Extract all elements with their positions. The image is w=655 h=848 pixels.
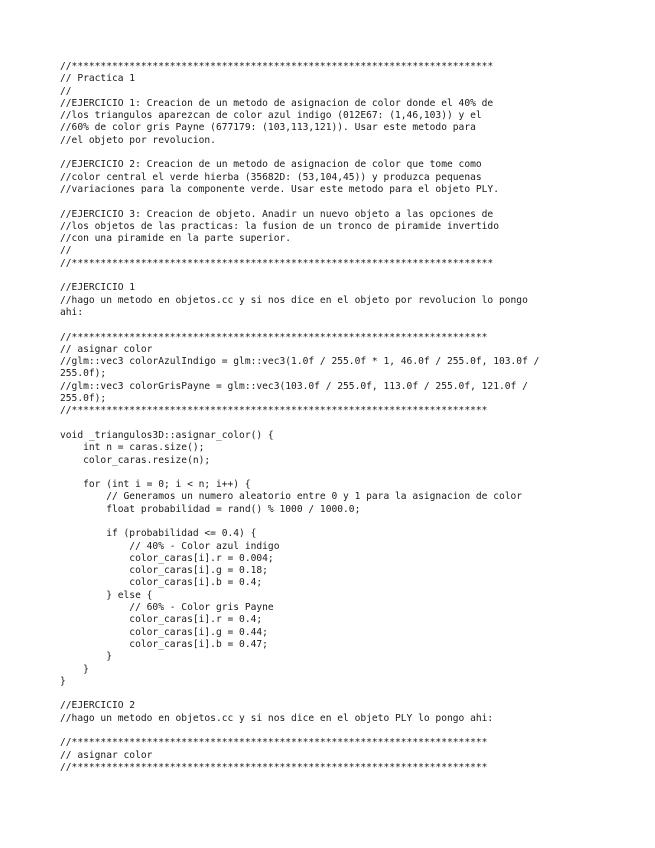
code-line: // 60% - Color gris Payne — [60, 602, 274, 614]
code-line: 255.0f); — [60, 368, 107, 380]
code-line: if (probabilidad <= 0.4) { — [60, 528, 257, 540]
blank-line — [60, 688, 600, 700]
code-line: ahi: — [60, 306, 84, 318]
code-line: //glm::vec3 colorAzulIndigo = glm::vec3(1.0f / 255.0f * 1, 46.0f / 255.0f, 103.0f / — [60, 356, 540, 368]
blank-line — [60, 196, 600, 208]
code-line: color_caras[i].r = 0.4; — [60, 614, 263, 626]
code-line: color_caras[i].g = 0.44; — [60, 626, 268, 638]
code-line: } — [60, 663, 89, 675]
code-line: color_caras[i].r = 0.004; — [60, 552, 274, 564]
code-line: 255.0f); — [60, 393, 107, 405]
code-line: //EJERCICIO 2 — [60, 700, 136, 712]
code-line: //el objeto por revolucion. — [60, 134, 216, 146]
code-line: //EJERCICIO 3: Creacion de objeto. Anadir un nuevo objeto a las opciones de — [60, 208, 494, 220]
code-line: //************************************************************************* — [60, 257, 494, 269]
code-line: } — [60, 675, 66, 687]
blank-line — [60, 516, 600, 528]
code-line: // Practica 1 — [60, 73, 136, 85]
blank-line — [60, 725, 600, 737]
blank-line — [60, 467, 600, 479]
code-line: //************************************************************************ — [60, 737, 488, 749]
code-line: //************************************************************************ — [60, 761, 488, 773]
code-line: //EJERCICIO 1 — [60, 282, 136, 294]
code-line: //************************************************************************ — [60, 405, 488, 417]
blank-line — [60, 319, 600, 331]
code-line: color_caras[i].b = 0.47; — [60, 638, 268, 650]
code-line: float probabilidad = rand() % 1000 / 1000.0; — [60, 503, 361, 515]
code-line: //EJERCICIO 1: Creacion de un metodo de asignacion de color donde el 40% de — [60, 97, 494, 109]
code-line: //hago un metodo en objetos.cc y si nos dice en el objeto por revolucion lo pongo — [60, 294, 528, 306]
code-line: //hago un metodo en objetos.cc y si nos dice en el objeto PLY lo pongo ahi: — [60, 712, 494, 724]
code-line: //EJERCICIO 2: Creacion de un metodo de asignacion de color que tome como — [60, 159, 482, 171]
code-line: //los objetos de las practicas: la fusion de un tronco de piramide invertido — [60, 220, 499, 232]
code-line: //variaciones para la componente verde. Usar este metodo para el objeto PLY. — [60, 183, 499, 195]
code-line: } else { — [60, 589, 153, 601]
code-line: //color central el verde hierba (35682D: (53,104,45)) y produzca pequenas — [60, 171, 482, 183]
code-line: // — [60, 245, 72, 257]
code-line: // — [60, 85, 72, 97]
code-line: //************************************************************************ — [60, 331, 488, 343]
code-text-block — [60, 61, 600, 774]
blank-line — [60, 418, 600, 430]
code-line: // asignar color — [60, 343, 153, 355]
code-line: //************************************************************************* — [60, 61, 494, 72]
code-line: // Generamos un numero aleatorio entre 0 y 1 para la asignacion de color — [60, 491, 523, 503]
code-line: //glm::vec3 colorGrisPayne = glm::vec3(103.0f / 255.0f, 113.0f / 255.0f, 121.0f / — [60, 380, 528, 392]
code-line: //60% de color gris Payne (677179: (103,113,121)). Usar este metodo para — [60, 122, 476, 134]
code-line: color_caras[i].g = 0.18; — [60, 565, 268, 577]
code-line: //los triangulos aparezcan de color azul indigo (012E67: (1,46,103)) y el — [60, 110, 482, 122]
code-line: } — [60, 651, 112, 663]
code-line: // 40% - Color azul indigo — [60, 540, 280, 552]
code-line: //con una piramide en la parte superior. — [60, 233, 292, 245]
code-line: int n = caras.size(); — [60, 442, 205, 454]
code-line: color_caras.resize(n); — [60, 454, 211, 466]
code-line: void _triangulos3D::asignar_color() { — [60, 429, 274, 441]
code-line: // asignar color — [60, 749, 153, 761]
code-line: color_caras[i].b = 0.4; — [60, 577, 263, 589]
blank-line — [60, 147, 600, 159]
code-line: for (int i = 0; i < n; i++) { — [60, 479, 251, 491]
blank-line — [60, 270, 600, 282]
